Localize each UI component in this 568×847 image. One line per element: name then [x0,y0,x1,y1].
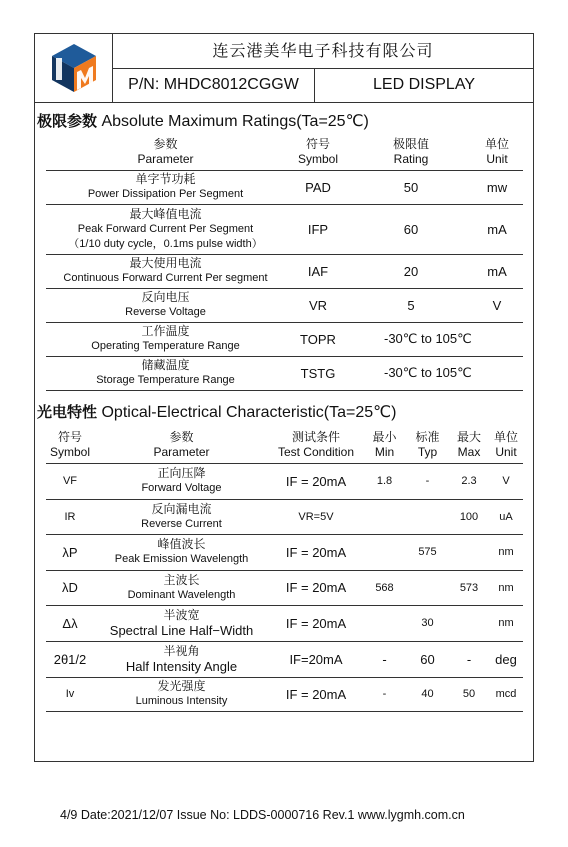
opt-title-en: Optical-Electrical Characteristic(Ta=25℃) [101,404,397,421]
condition-cell: IF = 20mA [269,463,363,499]
typ-cell: 30 [406,605,449,641]
unit-cell: nm [489,605,523,641]
symbol-cell: IAF [285,254,351,288]
table-row [46,641,523,677]
company-logo [35,34,113,102]
unit-cell: deg [489,641,523,677]
typ-cell: 40 [406,677,449,711]
header-cell: Unit [486,152,508,167]
product-type: LED DISPLAY [373,76,475,93]
header-cell: 单位 [484,137,509,152]
param-en: Peak Emission Wavelength [114,553,249,565]
typ-cell: - [406,463,449,499]
table-row [46,204,523,254]
opt-title-cn: 光电特性 [37,403,98,421]
symbol-cell: VR [285,288,351,322]
symbol-cell: TSTG [285,356,351,390]
header-cell: Max [457,444,481,459]
symbol-cell: IR [46,499,94,534]
param-en: Peak Forward Current Per Segment [77,222,254,235]
condition-cell: IF=20mA [269,641,363,677]
param-en: Half Intensity Angle [125,659,238,674]
condition-cell: VR=5V [269,499,363,534]
max-cell: 573 [449,570,489,605]
param-cn: 主波长 [163,572,200,587]
header-cell: 测试条件 [291,429,340,444]
condition-cell: IF = 20mA [269,534,363,570]
header-cell: 最大 [456,429,481,444]
table-row [46,170,523,204]
header-cell: 符号 [57,429,82,444]
param-cn: 峰值波长 [157,537,206,551]
header-cell: 单位 [493,429,518,444]
min-cell: - [363,641,406,677]
symbol-cell: λP [46,534,94,570]
param-en: Continuous Forward Current Per segment [63,272,268,284]
divider [35,102,533,103]
param-cn: 反向漏电流 [151,501,212,516]
table-row [46,463,523,499]
param-cn: 半波宽 [163,608,200,622]
company-name: 连云港美华电子科技有限公司 [113,34,533,69]
document-frame [34,33,534,762]
symbol-cell: IFP [285,204,351,254]
typ-cell [406,570,449,605]
param-en: Reverse Current [141,517,222,530]
max-cell [449,534,489,570]
param-note: （1/10 duty cycle，0.1ms pulse width） [68,237,263,250]
logo-mark [35,34,113,102]
param-en: Power Dissipation Per Segment [87,188,244,200]
abs-title-en: Absolute Maximum Ratings(Ta=25℃) [101,113,369,130]
max-cell: 100 [449,499,489,534]
header-cell: 参数 [153,137,178,152]
min-cell [363,499,406,534]
symbol-cell: 2θ1/2 [46,641,94,677]
table-row [46,677,523,711]
table-row [46,288,523,322]
condition-cell: IF = 20mA [269,605,363,641]
condition-cell: IF = 20mA [269,677,363,711]
unit-cell: mA [471,204,523,254]
max-cell [449,605,489,641]
rating-cell: 20 [351,254,471,288]
header-cell: Unit [495,444,517,459]
header-cell: 参数 [169,429,194,444]
unit-cell: mA [471,254,523,288]
symbol-cell: Δλ [46,605,94,641]
symbol-cell: VF [46,463,94,499]
typ-cell: 575 [406,534,449,570]
header-cell: Rating [393,152,429,167]
header-cell: Typ [417,444,438,459]
header-cell: 极限值 [392,137,429,152]
abs-section-title [37,110,369,131]
symbol-cell: λD [46,570,94,605]
table-header-row [46,135,523,170]
part-number: P/N: MHDC8012CGGW [113,68,315,102]
min-cell: 1.8 [363,463,406,499]
rating-cell: 60 [351,204,471,254]
page-footer: 4/9 Date:2021/12/07 Issue No: LDDS-0000716 Rev.1 www.lygmh.com.cn [60,808,465,822]
header-cell: Parameter [153,444,210,459]
param-en: Dominant Wavelength [127,588,236,601]
param-cn: 发光强度 [157,679,206,693]
unit-cell: mw [471,170,523,204]
param-cn: 反向电压 [141,290,190,304]
min-cell [363,534,406,570]
unit-cell: mcd [489,677,523,711]
param-cn: 最大峰值电流 [129,206,202,221]
param-cn: 最大使用电流 [129,256,202,270]
param-en: Forward Voltage [141,482,222,494]
param-en: Operating Temperature Range [91,340,240,352]
abs-ratings-table [46,135,523,391]
table-row [46,534,523,570]
max-cell: - [449,641,489,677]
header-cell: Min [374,444,395,459]
param-cn: 储藏温度 [141,358,190,372]
abs-title-cn: 极限参数 [37,112,98,130]
unit-cell: nm [489,570,523,605]
min-cell: - [363,677,406,711]
max-cell: 50 [449,677,489,711]
typ-cell: 60 [406,641,449,677]
unit-cell: V [471,288,523,322]
optical-table [46,427,523,712]
rating-cell: -30℃ to 105℃ [351,356,523,390]
header-cell: Symbol [49,444,90,459]
param-en: Storage Temperature Range [96,374,235,386]
header-cell: 符号 [305,137,330,152]
max-cell: 2.3 [449,463,489,499]
table-row [46,499,523,534]
header-cell: Test Condition [277,444,355,459]
table-header-row [46,427,523,463]
table-row [46,605,523,641]
table-row [46,254,523,288]
param-cn: 工作温度 [141,324,190,338]
symbol-cell: TOPR [285,322,351,356]
rating-cell: 50 [351,170,471,204]
unit-cell: V [489,463,523,499]
symbol-cell: PAD [285,170,351,204]
min-cell [363,605,406,641]
rating-cell: 5 [351,288,471,322]
param-en: Spectral Line Half−Width [109,623,254,638]
rating-cell: -30℃ to 105℃ [351,322,523,356]
header-cell: Parameter [137,152,194,167]
opt-section-title [37,401,396,422]
symbol-cell: Iv [46,677,94,711]
table-row [46,322,523,356]
header-cell: Symbol [297,152,338,167]
param-cn: 半视角 [163,644,200,658]
typ-cell [406,499,449,534]
param-cn: 单字节功耗 [135,172,196,186]
table-row [46,356,523,390]
param-en: Luminous Intensity [135,695,228,707]
param-cn: 正向压降 [157,466,206,480]
unit-cell: uA [489,499,523,534]
header-cell: 标准 [415,429,440,444]
condition-cell: IF = 20mA [269,570,363,605]
header-cell: 最小 [372,429,397,444]
min-cell: 568 [363,570,406,605]
unit-cell: nm [489,534,523,570]
table-row [46,570,523,605]
param-en: Reverse Voltage [125,306,206,318]
